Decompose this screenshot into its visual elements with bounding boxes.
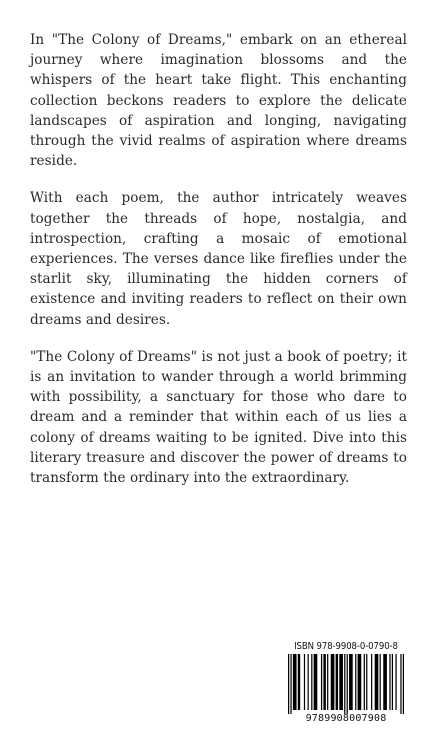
barcode-bar	[392, 654, 393, 710]
barcode-image	[288, 654, 404, 714]
barcode-bar	[288, 654, 289, 714]
barcode-bar	[358, 654, 362, 710]
barcode-bar	[336, 654, 338, 710]
barcode-bar	[347, 654, 348, 714]
barcode-bar	[349, 654, 353, 710]
barcode-bar	[389, 654, 390, 710]
barcode-bar	[298, 654, 300, 710]
barcode-bar	[321, 654, 322, 710]
barcode-bar	[355, 654, 356, 710]
barcode-bar	[371, 654, 372, 710]
barcode-bar	[339, 654, 343, 710]
barcode-bar	[327, 654, 328, 710]
barcode-bar	[383, 654, 387, 710]
barcode-bar	[344, 654, 345, 714]
isbn-barcode-block	[282, 641, 410, 726]
barcode-bar	[308, 654, 309, 710]
barcode-bar	[293, 654, 297, 710]
barcode-bar	[311, 654, 312, 710]
barcode-bar	[395, 654, 396, 710]
barcode-bar	[375, 654, 379, 710]
barcode-bar	[380, 654, 381, 710]
barcode-digits: 9789908007908	[305, 713, 387, 724]
barcode-bar	[314, 654, 318, 710]
barcode-bar	[400, 654, 401, 714]
barcode-bar	[304, 654, 305, 710]
barcode-bar	[403, 654, 404, 714]
barcode-bar	[331, 654, 335, 710]
blurb-paragraph-2: With each poem, the author intricately weaves together the threads of hope, nostalgia, and introspection, crafting a mosaic of emotional experiences. The verses dance like fireflies under the starlit sky, illuminating the hidden corners of existence and inviting readers to reflect on their own dreams and desires.	[30, 190, 407, 328]
barcode-bar	[366, 654, 367, 710]
barcode-bar	[323, 654, 325, 710]
barcode-bar	[290, 654, 291, 714]
barcode-bar	[364, 654, 365, 710]
blurb-paragraph-3: "The Colony of Dreams" is not just a book of poetry; it is an invitation to wander through a world brimming with possibility, a sanctuary for those who dare to dream and a reminder that within each of us lies a colony of dreams waiting to be ignited. Dive into this literary treasure and discover the power of dreams to transform the ordinary into the extraordinary.	[30, 348, 407, 487]
isbn-label: ISBN 978-9908-0-0790-8	[294, 641, 398, 652]
blurb	[30, 30, 407, 505]
blurb-paragraph-1: In "The Colony of Dreams," embark on an ethereal journey where imagination blossoms and the whispers of the heart take flight. This enchanting collection beckons readers to explore the delicate landscapes of aspiration and longing, navigating through the vivid realms of aspiration where dreams reside.	[30, 32, 407, 170]
